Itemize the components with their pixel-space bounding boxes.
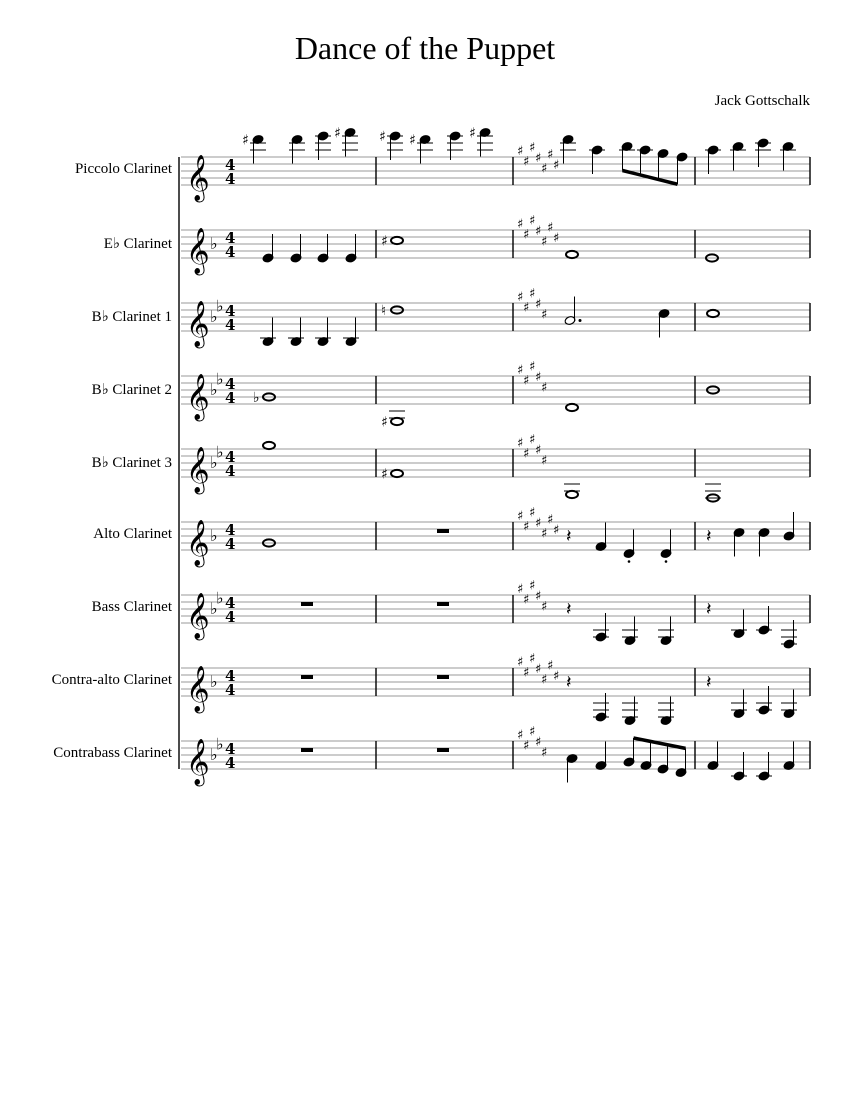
staff xyxy=(181,579,810,650)
accidental-icon: ♯ xyxy=(381,414,388,431)
sharp-icon: ♯ xyxy=(541,380,548,396)
sharp-icon: ♯ xyxy=(541,307,548,323)
flat-icon: ♭ xyxy=(210,745,218,764)
time-signature: 4 xyxy=(225,156,236,174)
quarter-rest: 𝄽 xyxy=(566,526,572,547)
instrument-label: E♭ Clarinet xyxy=(103,236,172,252)
quarter-rest: 𝄽 xyxy=(566,672,572,693)
staccato-dot xyxy=(665,560,668,563)
time-signature: 4 xyxy=(225,243,236,261)
staff xyxy=(181,287,810,350)
sharp-icon: ♯ xyxy=(517,144,524,159)
whole-rest xyxy=(301,675,313,679)
whole-note xyxy=(566,491,578,498)
instrument-label: Contra-alto Clarinet xyxy=(51,672,172,688)
quarter-rest: 𝄽 xyxy=(706,672,712,693)
time-signature: 4 xyxy=(225,594,236,612)
quarter-rest: 𝄽 xyxy=(706,526,712,547)
sharp-icon: ♯ xyxy=(553,231,560,246)
sharp-icon: ♯ xyxy=(529,213,536,229)
sharp-icon: ♯ xyxy=(535,297,542,312)
instrument-label: Bass Clarinet xyxy=(91,599,172,615)
flat-icon: ♭ xyxy=(216,734,224,754)
sharp-icon: ♯ xyxy=(517,290,524,305)
flat-icon: ♭ xyxy=(216,442,224,462)
sharp-icon: ♯ xyxy=(529,505,536,521)
whole-note xyxy=(263,442,275,449)
sharp-icon: ♯ xyxy=(541,599,548,615)
flat-icon: ♭ xyxy=(210,599,218,618)
whole-note xyxy=(391,237,403,244)
sharp-icon: ♯ xyxy=(535,589,542,604)
whole-rest xyxy=(437,602,449,606)
sharp-icon: ♯ xyxy=(553,158,560,173)
instrument-label: Alto Clarinet xyxy=(93,526,172,542)
instrument-label: B♭ Clarinet 3 xyxy=(91,455,172,471)
sharp-icon: ♯ xyxy=(535,151,542,166)
treble-clef-icon: 𝄞 xyxy=(186,447,210,493)
score-title: Dance of the Puppet xyxy=(294,30,556,66)
whole-rest xyxy=(437,675,449,679)
accidental-icon: ♯ xyxy=(409,132,416,149)
whole-rest xyxy=(301,602,313,606)
treble-clef-icon: 𝄞 xyxy=(186,374,210,420)
sharp-icon: ♯ xyxy=(547,147,554,163)
sharp-icon: ♯ xyxy=(529,286,536,302)
accidental-icon: ♯ xyxy=(381,466,388,483)
treble-clef-icon: 𝄞 xyxy=(186,593,210,639)
beam xyxy=(634,738,686,748)
time-signature: 4 xyxy=(225,316,236,334)
time-signature: 4 xyxy=(225,521,236,539)
staff xyxy=(181,360,810,431)
time-signature: 4 xyxy=(225,740,236,758)
staff xyxy=(181,433,810,502)
accidental-icon: ♯ xyxy=(381,233,388,250)
instrument-label: B♭ Clarinet 2 xyxy=(91,382,172,398)
flat-icon: ♭ xyxy=(210,380,218,399)
time-signature: 4 xyxy=(225,681,236,699)
quarter-rest: 𝄽 xyxy=(566,599,572,620)
sharp-icon: ♯ xyxy=(535,224,542,239)
flat-icon: ♭ xyxy=(210,526,218,545)
accidental-icon: ♯ xyxy=(334,125,341,142)
sharp-icon: ♯ xyxy=(523,227,530,243)
sharp-icon: ♯ xyxy=(517,436,524,451)
sharp-icon: ♯ xyxy=(523,373,530,389)
sharp-icon: ♯ xyxy=(541,745,548,761)
sharp-icon: ♯ xyxy=(535,443,542,458)
sharp-icon: ♯ xyxy=(517,728,524,743)
time-signature: 4 xyxy=(225,389,236,407)
time-signature: 4 xyxy=(225,608,236,626)
sharp-icon: ♯ xyxy=(535,516,542,531)
time-signature: 4 xyxy=(225,170,236,188)
dot xyxy=(579,319,582,322)
quarter-rest: 𝄽 xyxy=(706,599,712,620)
staff xyxy=(181,652,810,726)
sharp-icon: ♯ xyxy=(517,217,524,232)
whole-note xyxy=(391,418,403,425)
sharp-icon: ♯ xyxy=(529,651,536,667)
whole-rest xyxy=(437,748,449,752)
sharp-icon: ♯ xyxy=(529,432,536,448)
sharp-icon: ♯ xyxy=(517,582,524,597)
sharp-icon: ♯ xyxy=(529,578,536,594)
time-signature: 4 xyxy=(225,448,236,466)
sharp-icon: ♯ xyxy=(517,509,524,524)
sharp-icon: ♯ xyxy=(523,592,530,608)
sharp-icon: ♯ xyxy=(553,669,560,684)
whole-rest xyxy=(437,529,449,533)
sharp-icon: ♯ xyxy=(517,363,524,378)
flat-icon: ♭ xyxy=(210,672,218,691)
flat-icon: ♭ xyxy=(216,369,224,389)
flat-icon: ♭ xyxy=(210,234,218,253)
whole-note xyxy=(391,470,403,477)
staff xyxy=(181,506,810,569)
sharp-icon: ♯ xyxy=(541,526,548,542)
sharp-icon: ♯ xyxy=(535,370,542,385)
time-signature: 4 xyxy=(225,462,236,480)
sharp-icon: ♯ xyxy=(529,724,536,740)
accidental-icon: ♯ xyxy=(379,129,386,145)
flat-icon: ♭ xyxy=(210,307,218,326)
whole-note xyxy=(707,310,719,317)
sharp-icon: ♯ xyxy=(535,735,542,750)
staff xyxy=(181,126,810,204)
treble-clef-icon: 𝄞 xyxy=(186,666,210,712)
accidental-icon: ♯ xyxy=(469,125,476,142)
time-signature: 4 xyxy=(225,229,236,247)
whole-note xyxy=(566,251,578,258)
treble-clef-icon: 𝄞 xyxy=(186,520,210,566)
time-signature: 4 xyxy=(225,754,236,772)
accidental-icon: ♮ xyxy=(381,303,387,319)
sharp-icon: ♯ xyxy=(547,658,554,674)
staff xyxy=(181,214,810,277)
whole-rest xyxy=(301,748,313,752)
sharp-icon: ♯ xyxy=(523,665,530,681)
sharp-icon: ♯ xyxy=(541,234,548,250)
accidental-icon: ♯ xyxy=(242,132,249,149)
sharp-icon: ♯ xyxy=(523,154,530,170)
sharp-icon: ♯ xyxy=(541,672,548,688)
sharp-icon: ♯ xyxy=(541,453,548,469)
flat-icon: ♭ xyxy=(216,296,224,316)
sharp-icon: ♯ xyxy=(529,140,536,156)
instrument-label: Contrabass Clarinet xyxy=(53,745,172,761)
sharp-icon: ♯ xyxy=(547,512,554,528)
sharp-icon: ♯ xyxy=(535,662,542,677)
sharp-icon: ♯ xyxy=(523,738,530,754)
staff xyxy=(181,725,810,788)
sharp-icon: ♯ xyxy=(523,300,530,316)
treble-clef-icon: 𝄞 xyxy=(186,301,210,347)
whole-note xyxy=(566,404,578,411)
sharp-icon: ♯ xyxy=(523,446,530,462)
treble-clef-icon: 𝄞 xyxy=(186,155,210,201)
sharp-icon: ♯ xyxy=(517,655,524,670)
flat-icon: ♭ xyxy=(216,588,224,608)
beam xyxy=(623,171,678,185)
sharp-icon: ♯ xyxy=(523,519,530,535)
time-signature: 4 xyxy=(225,375,236,393)
sharp-icon: ♯ xyxy=(553,523,560,538)
flat-icon: ♭ xyxy=(210,453,218,472)
instrument-label: B♭ Clarinet 1 xyxy=(91,309,172,325)
sharp-icon: ♯ xyxy=(529,359,536,375)
instrument-label: Piccolo Clarinet xyxy=(74,161,172,177)
treble-clef-icon: 𝄞 xyxy=(186,228,210,274)
staccato-dot xyxy=(628,560,631,563)
composer-name: Jack Gottschalk xyxy=(714,93,810,109)
accidental-icon: ♭ xyxy=(253,390,260,406)
time-signature: 4 xyxy=(225,667,236,685)
time-signature: 4 xyxy=(225,535,236,553)
treble-clef-icon: 𝄞 xyxy=(186,739,210,785)
sharp-icon: ♯ xyxy=(541,161,548,177)
time-signature: 4 xyxy=(225,302,236,320)
sharp-icon: ♯ xyxy=(547,220,554,236)
